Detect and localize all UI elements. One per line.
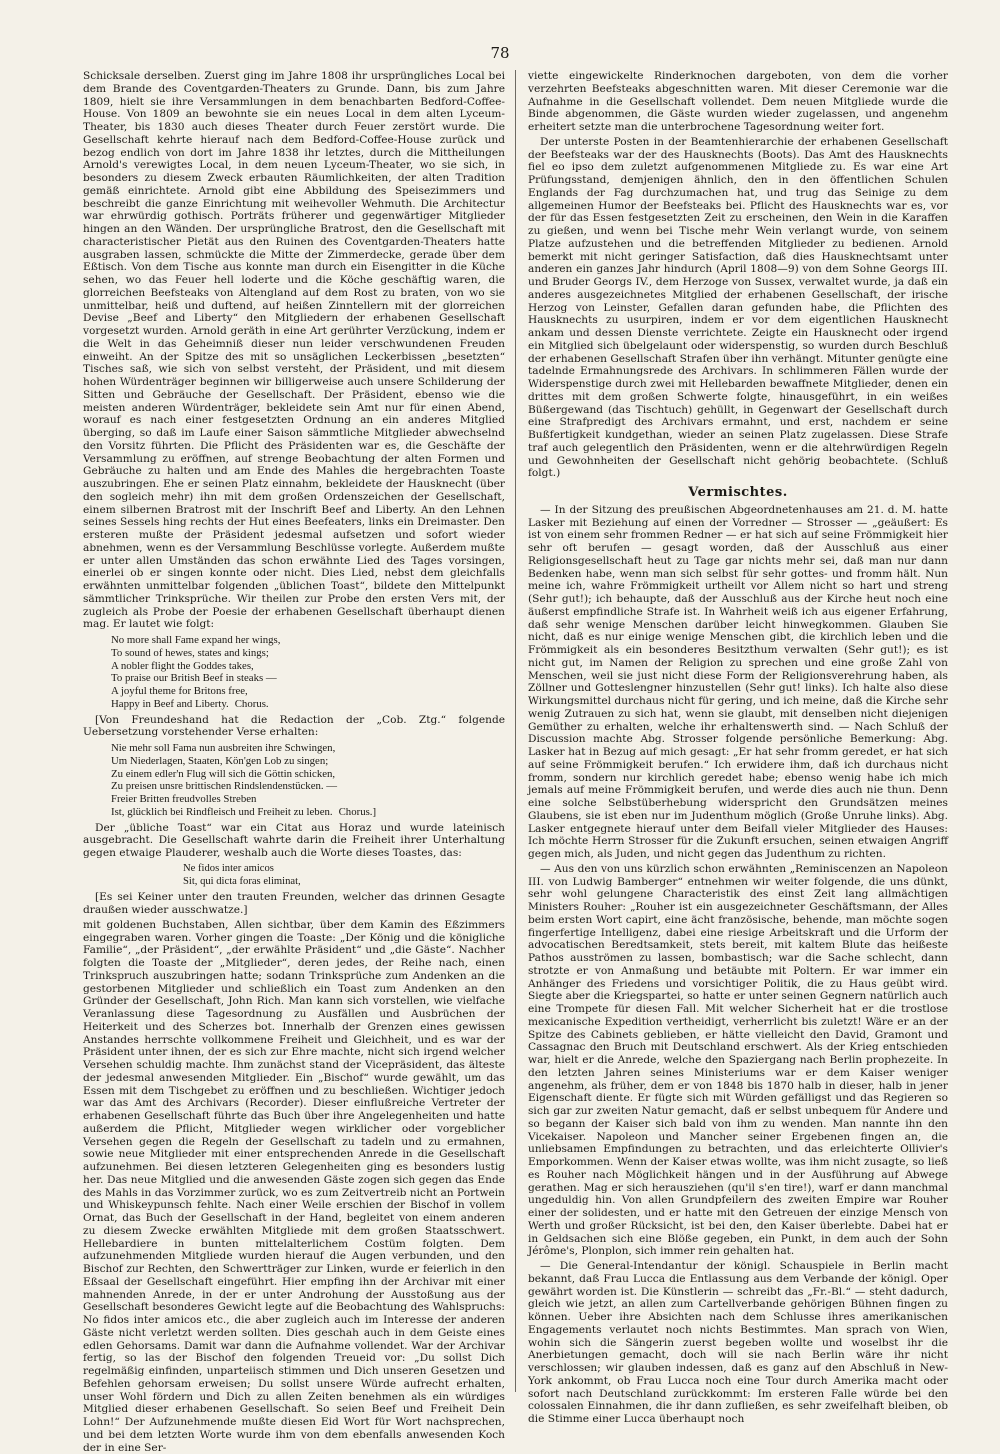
english-verse	[111, 634, 505, 711]
left-paragraph-3: Der „übliche Toast“ war ein Citat aus Horaz und wurde lateinisch ausgebracht. Die Gesellschaft wahrte darin die Freiheit ihrer Unterhaltung gegen etwaige Plauderer, weshalb auch die Worte dieses Toastes, das:	[83, 821, 505, 859]
right-column	[528, 70, 948, 1425]
right-paragraph-4: — Aus den von uns kürzlich schon erwähnten „Reminiscenzen an Napoleon III. von Ludwig Bamberger“ entnehmen wir weiter folgende, die uns dünkt, sehr wohl gelungene Characteristik des einst Zeit lang allmächtigen Ministers Rouher: „Rouher ist ein ausgezeichneter Geschäftsmann, der Alles beim ersten Wort capirt, eine ächt französische, behende, man möchte sogen fingerfertige Intelligenz, dabei eine riesige Arbeitskraft und die Urform der advocatischen Beredtsamkeit, stets bereit, mit kaltem Blute das heißeste Pathos ausströmen zu lassen, bombastisch; war die Sache schlecht, dann strotzte er von Anmaßung und betäubte mit Poltern. Er war immer ein Anhänger des Friedens und vorsichtiger Politik, die zu Haus geübt wird. Siegte aber die Kriegspartei, so hatte er unter seinen Gegnern natürlich auch eine Trompete für diesen Fall. Mit welcher Sicherheit hat er die trostlose mexicanische Expedition vertheidigt, verherrlicht bis zuletzt! Wäre er an der Spitze des Cabinets geblieben, er hätte vielleicht den David, Gramont und Cassagnac den Bruch mit Deutschland erschwert. Als der Krieg entschieden war, hielt er die Anrede, welche den Spaziergang nach Berlin prophezeite. In den letzten Jahren seines Ministeriums war er dem Kaiser weniger angenehm, als früher, dem er von 1848 bis 1870 halb in dieser, halb in jener Eigenschaft diente. Er fügte sich mit Würden gefälligst und das Regieren so sich gar zur zweiten Natur gemacht, daß er selbst unbequem für Andere und so begann der Kaiser sich bald von ihm zu wenden. Man nannte ihn den Vicekaiser. Napoleon und Mancher seiner Ergebenen fingen an, die unliebsamen Empfindungen zu betrachten, und das erleichterte Ollivier's Emporkommen. Wenn der Kaiser etwas wollte, was ihm nicht zusagte, so ließ es Rouher nach Möglichkeit hängen und in der Ausführung auf Abwege gerathen. Mag er sich herausziehen (qu'il s'en tire!), warf er dann manchmal ungeduldig hin. Von allen Grundpfeilern des zweiten Empire war Rouher einer der solidesten, und er hatte mit den Getreuen der einzige Mensch von Werth und großer Rücksicht, ist bei den, den Kaiser überlebte. Dabei hat er in Geldsachen sich eine Blöße gegeben, ein Punkt, in dem auch der Sohn Jérôme's, Plonplon, sich immer rein gehalten hat.	[528, 862, 948, 1258]
latin-line: Ne fidos inter amicos	[183, 862, 274, 874]
page-number: 78	[490, 44, 510, 62]
verse-line: No more shall Fame expand her wings,	[111, 634, 281, 646]
chorus-label: Chorus.]	[338, 805, 377, 818]
verse-line-text: Happy in Beef and Liberty.	[111, 697, 229, 710]
column-divider	[515, 70, 516, 1392]
verse-line: Zu preisen unsre brittischen Rindslendenstücken. —	[111, 780, 338, 793]
latin-line: Sit, qui dicta foras eliminat,	[183, 875, 301, 887]
left-paragraph-2: [Von Freundeshand hat die Redaction der „Cob. Ztg.“ folgende Uebersetzung vorstehender Verse erhalten:	[83, 713, 505, 739]
right-paragraph-3: — In der Sitzung des preußischen Abgeordnetenhauses am 21. d. M. hatte Lasker mit Beziehung auf einen der Vorredner — Strosser — „geäußert: Es ist von einem sehr frommen Redner — er hat sich auf seine Frömmigkeit hier sehr oft berufen — gesagt worden, daß der Ausschluß aus einer Religionsgesellschaft heut zu Tage gar nichts mehr sei, daß man nur dann Bedenken habe, wenn man sich selbst für sehr gottes- und fromm hält. Nun meine ich, wahre Frömmigkeit urtheilt vor Allem nicht so hart und streng (Sehr gut!); ich behaupte, daß der Ausschluß aus der Kirche heut noch eine äußerst empfindliche Strafe ist. In Wahrheit weiß ich aus eigener Erfahrung, daß sehr wenige Menschen darüber leicht hinwegkommen. Glauben Sie nicht, daß es nur einige wenige Menschen gibt, die kirchlich leben und die Frömmigkeit als ein besonderes Besitzthum verwalten (Sehr gut!); es ist nicht gut, im Namen der Religion zu sprechen und eine große Zahl von Menschen, weil sie just nicht diese Form der Religionsverehrung haben, als Zöllner und Gotteslengner hinzustellen (Sehr gut! links). Ich halte also diese Wirkungsmittel durchaus nicht für gering, und ich meine, daß die Kirche sehr wenig Zutrauen zu sich hat, wenn sie glaubt, mit denselben nicht diejenigen Gemüther zu erhalten, welche ihr erhaltenswerth sind. — Nach Schluß der Discussion machte Abg. Strosser folgende persönliche Bemerkung: Abg. Lasker hat in Bezug auf mich gesagt: „Er hat sehr fromm geredet, er hat sich auf seine Frömmigkeit berufen.“ Ich erwidere ihm, daß ich durchaus nicht fromm, sondern nur kirchlich geredet habe; ebenso wenig habe ich mich jemals auf meine Frömmigkeit berufen, und werde dies auch nie thun. Denn eine solche Selbstüberhebung widerspricht den Grundsätzen meines Glaubens, sie ist eben nur im Judenthum möglich (Große Unruhe links). Abg. Lasker entgegnete hierauf unter dem Beifall vieler Mitglieder des Hauses: Ich möchte Herrn Strosser für die Zukunft ersuchen, seinen etwaigen Angriff gegen mich, als Juden, und nicht gegen das Judenthum zu richten.	[528, 503, 948, 860]
chorus-label: Chorus.	[234, 697, 269, 710]
section-heading: Vermischtes.	[688, 485, 788, 500]
verse-line	[111, 698, 505, 711]
verse-line	[111, 806, 505, 819]
right-paragraph-2: Der unterste Posten in der Beamtenhierarchie der erhabenen Gesellschaft der Beefsteaks war der des Hausknechts (Boots). Das Amt des Hausknechts fiel eo ipso dem zuletzt aufgenommenen Mitgliede zu. Es war eine Art Prüfungsstand, demjenigen ähnlich, den in den öffentlichen Schulen Englands der Fag durchzumachen hat, und trug das Seinige zu dem allgemeinen Humor der Beefsteaks bei. Pflicht des Hausknechts war es, vor der für das Essen festgesetzten Zeit zu erscheinen, den Wein in die Karaffen zu gießen, und wenn bei Tische mehr Wein verlangt wurde, von seinem Platze aufzustehen und die betreffenden Mitglieder zu bedienen. Arnold bemerkt mit nicht geringer Satisfaction, daß dies Hausknechtsamt unter anderen ein ganzes Jahr hindurch (April 1808—9) von dem Sohne Georgs III. und Bruder Georgs IV., dem Herzoge von Sussex, verwaltet wurde, ja daß ein anderes ausgezeichnetes Mitglied der erhabenen Gesellschaft, der irische Herzog von Leinster, Gefallen daran gefunden habe, die Pflichten des Hausknechts zu usurpiren, indem er vor dem eigentlichen Hausknecht ankam und dessen Dienste verrichtete. Zeigte ein Hausknecht oder irgend ein Mitglied sich übelgelaunt oder widerspenstig, so wurden durch Beschluß der erhabenen Gesellschaft Strafen über ihn verhängt. Mitunter genügte eine tadelnde Ermahnungsrede des Archivars. In schlimmeren Fällen wurde der Widerspenstige durch zwei mit Hellebarden bewaffnete Mitglieder, denen ein drittes mit dem großen Schwerte folgte, hinausgeführt, in ein weißes Büßergewand (das Tischtuch) gehüllt, in Gegenwart der Gesellschaft durch eine Strafpredigt des Archivars ermahnt, und erst, nachdem er seine Bußfertigkeit kundgethan, wieder an seinen Platz zugelassen. Diese Strafe traf auch gelegentlich den Präsidenten, wenn er die altehrwürdigen Regeln und Gewohnheiten der Gesellschaft nicht gehörig beobachtete. (Schluß folgt.)	[528, 135, 948, 480]
german-verse	[111, 742, 505, 819]
latin-quote	[183, 863, 505, 889]
verse-line: A joyful theme for Britons free,	[111, 685, 248, 697]
left-paragraph-4: [Es sei Keiner unter den trauten Freunden, welcher das drinnen Gesagte draußen wieder ausschwatze.]	[83, 891, 505, 916]
verse-line: To praise our British Beef in steaks —	[111, 672, 277, 685]
verse-line: To sound of hewes, states and kings;	[111, 646, 269, 659]
verse-line-text: Ist, glücklich bei Rindfleisch und Freiheit zu leben.	[111, 805, 333, 818]
verse-line: Freier Britten freudvolles Streben	[111, 793, 257, 805]
verse-line: Um Niederlagen, Staaten, Kön'gen Lob zu singen;	[111, 754, 329, 767]
right-paragraph-5: — Die General-Intendantur der königl. Schauspiele in Berlin macht bekannt, daß Frau Lucca die Entlassung aus dem Verbande der königl. Oper gewährt worden ist. Die Künstlerin — schreibt das „Fr.-Bl.“ — steht dadurch, gleich wie jetzt, an allen zum Cartellverbande gehörigen Bühnen fingen zu können. Ueber ihre Absichten nach dem Schlusse ihres amerikanischen Engagements verlautet noch nichts Bestimmtes. Man sprach von Wien, wohin sich die Sängerin zuerst begeben wollte und woselbst ihr die Anerbietungen gemacht, doch will sie nach Berlin wäre ihr nicht verschlossen; wir glauben indessen, daß es ganz auf den Abschluß in New-York ankommt, ob Frau Lucca noch eine Tour durch Amerika macht oder sofort nach Deutschland zurückkommt: Im ersteren Falle würde bei den colossalen Einnahmen, die ihr dann zufließen, es sehr zweifelhaft bleiben, ob die Stimme einer Lucca überhaupt noch	[528, 1260, 948, 1425]
verse-line: Zu einem edler'n Flug will sich die Göttin schicken,	[111, 767, 336, 780]
left-paragraph-1: Schicksale derselben. Zuerst ging im Jahre 1808 ihr ursprüngliches Local bei dem Brande des Coventgarden-Theaters zu Grunde. Dann, bis zum Jahre 1809, hielt sie ihre Versammlungen in dem benachbarten Bedford-Coffee-House. Von 1809 an bewohnte sie ein neues Local in dem alten Lyceum-Theater, bis 1830 auch dieses Theater durch Feuer zerstört wurde. Die Gesellschaft kehrte hierauf nach dem Bedford-Coffee-House zurück und bezog endlich von dort im Jahre 1838 ihr letztes, durch die Mittheilungen Arnold's verewigtes Local, in dem neuen Lyceum-Theater, wo sie sich, in besonders zu diesem Zweck erbauten Räumlichkeiten, der alten Tradition gemäß einrichtete. Arnold gibt eine Abbildung des Speisezimmers und beschreibt die ganze Einrichtung mit weihevoller Wehmuth. Die Architectur war ehrwürdig gothisch. Porträts früherer und gegenwärtiger Mitglieder hingen an den Wänden. Der ursprüngliche Bratrost, den die Gesellschaft mit characteristischer Pietät aus den Ruinen des Coventgarden-Theaters hatte ausgraben lassen, schmückte die Mitte der Zimmerdecke, gerade über dem Eßtisch. Von dem Tische aus konnte man durch ein Eisengitter in die Küche sehen, wo das Feuer hell loderte und die Köche geschäftig waren, die glorreichen Beefsteaks von Altengland auf dem Rost zu braten, von wo sie unmittelbar, heiß und duftend, auf heißen Zinntellern mit der glorreichen Devise „Beef and Liberty“ den Mitgliedern der erhabenen Gesellschaft vorgesetzt wurden. Arnold geräth in eine Art gerührter Verzückung, indem er die Welt in das Geheimniß dieser nun leider verschwundenen Freuden einweiht. An der Spitze des mit so unsäglichen Leckerbissen „besetzten“ Tisches saß, wie sich von selbst versteht, der Präsident, und mit diesem hohen Würdenträger beginnen wir billigerweise auch unsere Schilderung der Sitten und Gebräuche der Gesellschaft. Der Präsident, ebenso wie die meisten anderen Würdenträger, bekleidete sein Amt nur für einen Abend, worauf es nach einer festgesetzten Ordnung an ein anderes Mitglied überging, so daß im Laufe einer Saison sämmtliche Mitglieder abwechselnd den Vorsitz führten. Die Pflicht des Präsidenten war es, die Geschäfte der Versammlung zu eröffnen, auf strenge Beobachtung der alten Formen und Gebräuche zu halten und am Ende des Mahles die hergebrachten Toaste auszubringen. Ehe er seinen Platz einnahm, bekleidete der Hausknecht (über den sogleich mehr) ihn mit dem großen Ordenszeichen der Gesellschaft, einem silbernen Bratrost mit der Inschrift Beef and Liberty. An den Lehnen seines Sessels hing rechts der Hut eines Beefeaters, links ein Dreimaster. Den ersteren mußte der Präsident jedesmal aufsetzen und sofort wieder abnehmen, wenn es der Versammlung Beschlüsse vorlegte. Außerdem mußte er unter allen Umständen das schon erwähnte Lied des Tages vorsingen, einerlei ob er singen konnte oder nicht. Dies Lied, nebst dem gleichfalls erwähnten unmittelbar folgenden „üblichen Toast“, bildete den Mittelpunkt sämmtlicher Trinksprüche. Wir theilen zur Probe den ersten Vers mit, der zugleich als Probe der Poesie der erhabenen Gesellschaft überhaupt dienen mag. Er lautet wie folgt:	[83, 70, 505, 631]
right-paragraph-1: viette eingewickelte Rinderknochen dargeboten, von dem die vorher verzehrten Beefsteaks abgeschnitten waren. Mit dieser Ceremonie war die Aufnahme in die Gesellschaft vollendet. Dem neuen Mitgliede wurde die Binde abgenommen, die Gäste wurden wieder zugelassen, und angenehm erheitert setzte man die unterbrochene Tagesordnung weiter fort.	[528, 70, 948, 133]
verse-line: Nie mehr soll Fama nun ausbreiten ihre Schwingen,	[111, 742, 336, 754]
left-paragraph-5: mit goldenen Buchstaben, Allen sichtbar, über dem Kamin des Eßzimmers eingegraben waren. Vorher gingen die Toaste: „Der König und die königliche Familie“, „der Präsident“, „der erwählte Präsident“ und „die Gäste“. Nachher folgten die Toaste der „Mitglieder“, deren jedes, der Reihe nach, einen Trinkspruch auszubringen hatte; sodann Trinksprüche zum Andenken an die gestorbenen Mitglieder und schließlich ein Toast zum Andenken an den Gründer der Gesellschaft, John Rich. Man kann sich vorstellen, wie vielfache Veranlassung diese Tagesordnung zu Ausfällen und Ausbrüchen der Heiterkeit und des Scherzes bot. Innerhalb der Grenzen eines gewissen Anstandes herrschte vollkommene Freiheit und Gleichheit, und es war der Präsident unter ihnen, der es sich zur Ehre machte, nicht sich irgend welcher Versehen schuldig machte. Ihm zunächst stand der Vicepräsident, das älteste der jedesmal anwesenden Mitglieder. Ein „Bischof“ wurde gewählt, um das Essen mit dem Tischgebet zu eröffnen und zu beschließen. Wichtiger jedoch war das Amt des Archivars (Recorder). Dieser einflußreiche Vertreter der erhabenen Gesellschaft führte das Buch über ihre Angelegenheiten und hatte außerdem die Pflicht, Mitglieder wegen wirklicher oder vorgeblicher Versehen gegen die Regeln der Gesellschaft zu tadeln und zu ermahnen, sowie neue Mitglieder mit einer entsprechenden Anrede in die Gesellschaft aufzunehmen. Bei diesen letzteren Gelegenheiten ging es besonders lustig her. Das neue Mitglied und die anwesenden Gäste zogen sich gegen das Ende des Mahls in das Vorzimmer zurück, wo es zum Zeitvertreib nicht an Portwein und Whiskeypunsch fehlte. Nach einer Weile erschien der Bischof in vollem Ornat, das Buch der Gesellschaft in der Hand, begleitet von einem anderen zu diesem Zwecke erwählten Mitgliede mit dem großen Staatsschwert. Hellebardiere in bunten mittelalterlichem Costüm folgten. Dem aufzunehmenden Mitgliede wurden hierauf die Augen verbunden, und den Bischof zur Rechten, den Schwertträger zur Linken, wurde er feierlich in den Eßsaal der Gesellschaft eingeführt. Hier empfing ihn der Archivar mit einer mahnenden Anrede, in der er unter Androhung der Ausstoßung aus der Gesellschaft besonderes Gewicht legte auf die Beobachtung des Wahlspruchs: No fidos inter amicos etc., die aber zugleich auch im Interesse der anderen Gäste nicht verletzt werden sollten. Dies geschah auch in dem Geiste eines edlen Gehorsams. Damit war dann die Aufnahme vollendet. War der Archivar fertig, so las der Bischof den folgenden Treueid vor: „Du sollst Dich regelmäßig einfinden, unparteiisch stimmen und Dich unseren Gesetzen und Befehlen gehorsam erweisen; Du sollst unsere Würde aufrecht erhalten, unser Wohl fördern und Dich zu allen Zeiten benehmen als ein würdiges Mitglied dieser erhabenen Gesellschaft. So seien Beef und Freiheit Dein Lohn!“ Der Aufzunehmende mußte diesen Eid Wort für Wort nachsprechen, und bei dem letzten Worte wurde ihm von dem ebenfalls anwesenden Koch der in eine Ser-	[83, 918, 505, 1454]
left-column	[83, 70, 505, 1454]
verse-line: A nobler flight the Goddes takes,	[111, 659, 254, 672]
